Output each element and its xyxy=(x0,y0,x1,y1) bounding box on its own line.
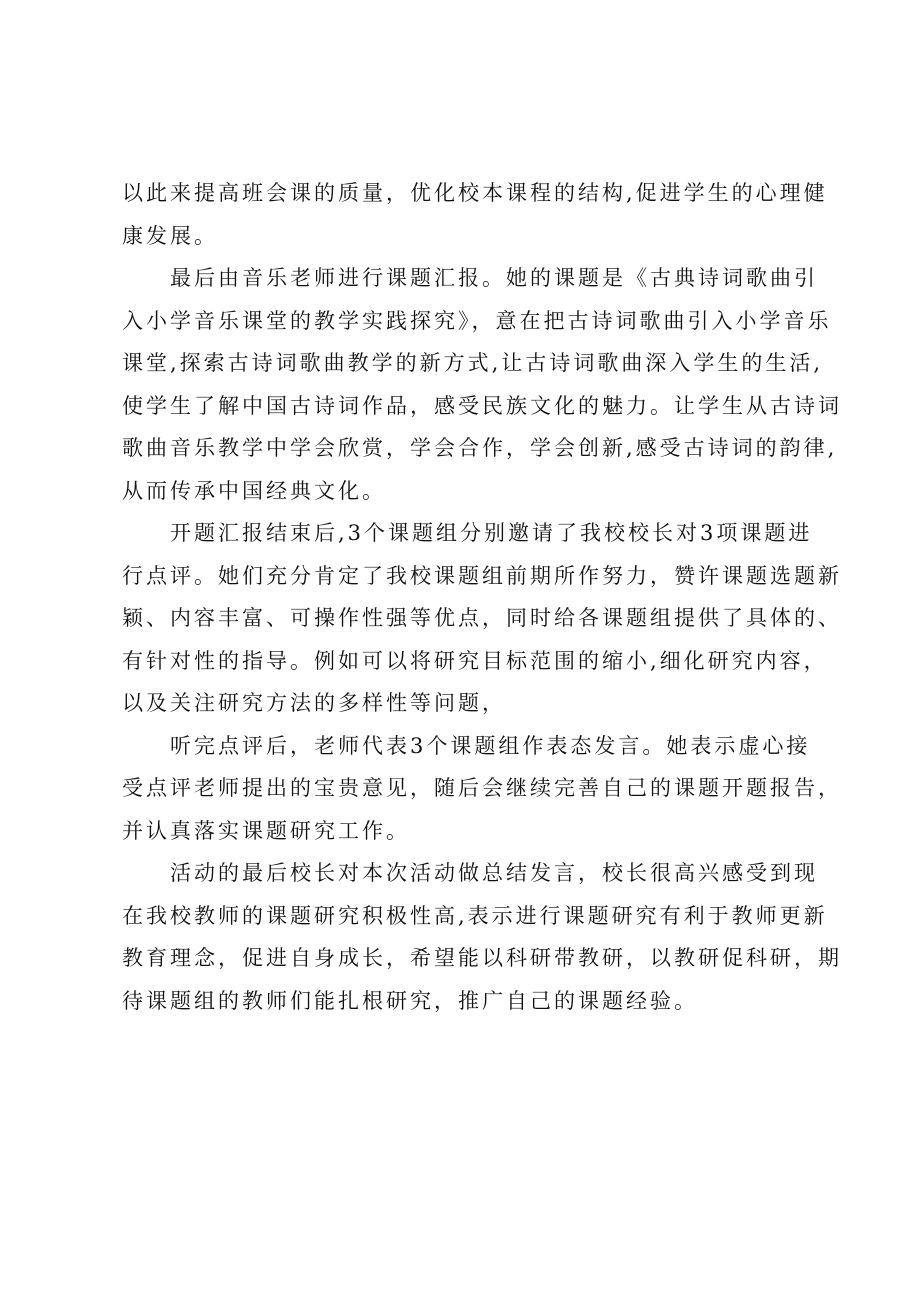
paragraph-3-line-3: 颖、内容丰富、可操作性强等优点，同时给各课题组提供了具体的、 xyxy=(122,606,842,630)
paragraph-3-line-4: 有针对性的指导。例如可以将研究目标范围的缩小,细化研究内容， xyxy=(122,648,828,673)
paragraph-5-line-1: 活动的最后校长对本次活动做总结发言，校长很高兴感受到现 xyxy=(170,861,818,885)
document-body xyxy=(122,172,842,1022)
paragraph-2-line-5: 歌曲音乐教学中学会欣赏，学会合作，学会创新,感受古诗词的韵律, xyxy=(122,436,838,460)
paragraph-1-line-2: 康发展。 xyxy=(122,223,218,248)
paragraph-3-line-5: 以及关注研究方法的多样性等问题， xyxy=(122,691,506,715)
paragraph-5-line-2: 在我校教师的课题研究积极性高,表示进行课题研究有利于教师更新 xyxy=(122,903,828,928)
paragraph-2-line-4: 使学生了解中国古诗词作品，感受民族文化的魅力。让学生从古诗词 xyxy=(122,393,842,418)
paragraph-1-line-1: 以此来提高班会课的质量，优化校本课程的结构,促进学生的心理健 xyxy=(122,181,828,205)
paragraph-2-line-6: 从而传承中国经典文化。 xyxy=(122,478,386,503)
paragraph-2-line-2: 入小学音乐课堂的教学实践探究》，意在把古诗词歌曲引入小学音乐 xyxy=(122,308,832,333)
paragraph-5-line-4: 待课题组的教师们能扎根研究，推广自己的课题经验。 xyxy=(122,988,698,1013)
paragraph-3-line-1: 开题汇报结束后,3个课题组分别邀请了我校校长对3项课题进 xyxy=(170,521,813,545)
paragraph-2-line-3: 课堂,探索古诗词歌曲教学的新方式,让古诗词歌曲深入学生的生活, xyxy=(122,351,824,375)
paragraph-2-line-1: 最后由音乐老师进行课题汇报。她的课题是《古典诗词歌曲引 xyxy=(170,266,818,290)
paragraph-3-line-2: 行点评。她们充分肯定了我校课题组前期所作努力，赞许课题选题新 xyxy=(122,563,842,588)
paragraph-4-line-1: 听完点评后，老师代表3个课题组作表态发言。她表示虚心接 xyxy=(170,733,811,758)
paragraph-4-line-3: 并认真落实课题研究工作。 xyxy=(122,818,410,843)
paragraph-4-line-2: 受点评老师提出的宝贵意见，随后会继续完善自己的课题开题报告， xyxy=(122,776,842,800)
paragraph-5-line-3: 教育理念，促进自身成长，希望能以科研带教研，以教研促科研，期 xyxy=(122,946,842,970)
